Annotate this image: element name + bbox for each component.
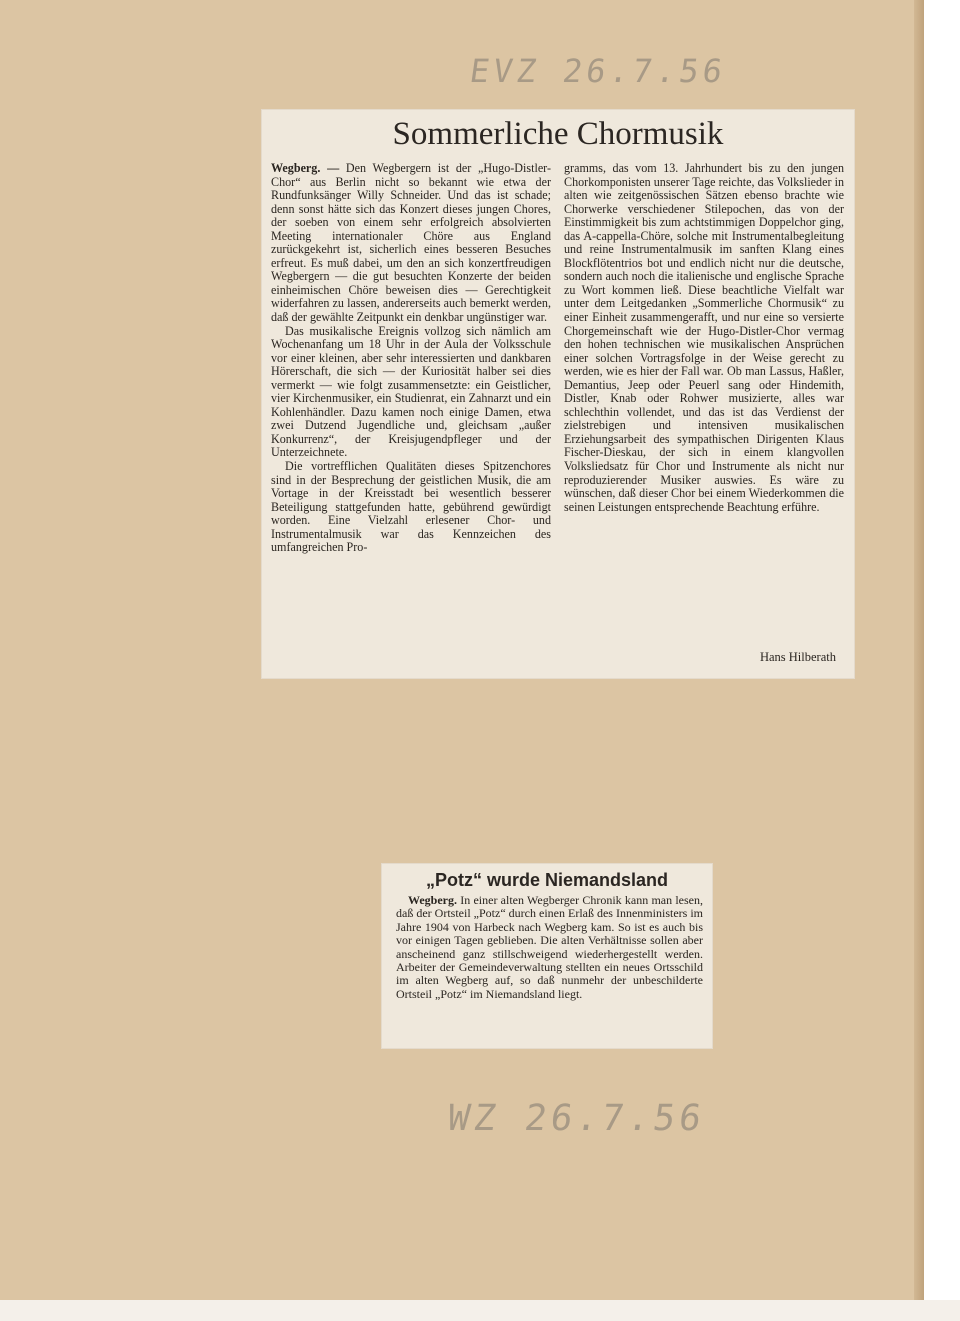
scan-margin	[0, 1300, 960, 1321]
clipping-sommerliche-chormusik	[262, 110, 854, 678]
article-paragraph	[271, 162, 551, 325]
article-body	[396, 894, 703, 1001]
dateline: Wegberg. —	[271, 161, 340, 175]
article-paragraph: Die vortrefflichen Qualitäten dieses Spitzenchores sind in der Besprechung der geistlichen Musik, die am Vortage in der Kreisstadt bei wesentlich besserer Beteiligung stattgefunden hatte, gebührend gewürdigt worden. Eine Vielzahl erlesener Chor- und Instrumentalmusik war das Kennzeichen des umfangreichen Pro-	[271, 459, 551, 555]
page-edge	[914, 0, 924, 1300]
article-column-right	[564, 162, 844, 514]
article-paragraph: gramms, das vom 13. Jahrhundert bis zu den jungen Chorkomponisten unserer Tage reichte, das Volkslieder in alten wie zeitgenössischen Sätzen ebenso brachte wie Chorwerke verschiedener Stilepochen, das von der Einstimmigkeit bis zum achtstimmigen Doppelchor ging, das A-cappella-Chöre, solche mit Instrumentalbegleitung und reine Instrumentalmusik im sanften Klang eines Blockflötentrios bot und endlich nicht nur die deutsche, sondern auch noch die italienische und englische Sprache zu Wort kommen ließ. Diese beachtliche Vielfalt war unter dem Leitgedanken „Sommerliche Chormusik“ zu einer Einheit zusammengerafft, und nur eine so versierte Chorgemeinschaft wie der Hugo-Distler-Chor vermag den hohen technischen wie musikalischen Ansprüchen einer solchen Vortragsfolge in der Weise gerecht zu werden, wie es hier der Fall war. Ob man Lassus, Haßler, Demantius, Jeep oder Peuerl sang oder Hindemith, Distler, Knab oder Rohwer musizierte, alles war schlechthin vollendet, und das ist das Verdienst der zielstrebigen und intensiven musikalischen Erziehungsarbeit des sympathischen Dirigenten Klaus Fischer-Dieskau, der sich in einem klangvollen Volksliedsatz für Chor und Instrumente als nicht nur reproduzierender Musiker auswies. Es wäre zu wünschen, daß dieser Chor bei einem Wiederkommen die seinen Leistungen entsprechende Beachtung erführe.	[564, 161, 844, 514]
article-title: Sommerliche Chormusik	[392, 116, 724, 152]
dateline: Wegberg.	[408, 893, 457, 907]
paragraph-text: In einer alten Wegberger Chronik kann man lesen, daß der Ortsteil „Potz“ durch einen Erlaß des Innenministers im Jahre 1904 von Harbeck nach Wegberg kam. So ist es auch bis vor einigen Tagen geblieben. Die alten Verhältnisse sollen aber anscheinend ganz stillschweigend wiederhergestellt werden. Arbeiter der Gemeindeverwaltung stellten ein neues Ortsschild im alten Wegberg auf, so daß nunmehr der unbeschilderte Ortsteil „Potz“ im Niemandsland liegt.	[396, 893, 703, 1001]
clipping-potz-niemandsland	[382, 864, 712, 1048]
article-column-left	[271, 162, 551, 555]
paragraph-text: Den Wegbergern ist der „Hugo-Distler-Chor“ aus Berlin nicht so bekannt wie etwa der Rundfunksänger Willy Schneider. Und das ist schade; denn sonst hätte sich das Konzert dieses jungen Chores, der soeben von einem sehr erfolgreich absolvierten Meeting internationaler Chöre aus England zurückgekehrt ist, sicherlich eines besseren Besuches erfreut. Es muß dabei, um den an sich konzertfreudigen Wegbergern — die gut besuchten Konzerte der beiden einheimischen Chöre beweisen dies — Gerechtigkeit widerfahren zu lassen, andererseits auch bemerkt werden, daß der gewählte Zeitpunkt ein denkbar ungünstiger war.	[271, 161, 551, 325]
pencil-note-top: EVZ 26.7.56	[467, 52, 729, 90]
pencil-note-bottom: WZ 26.7.56	[445, 1098, 708, 1139]
article-paragraph: Das musikalische Ereignis vollzog sich nämlich am Wochenanfang um 18 Uhr in der Aula der Volksschule vor einer kleinen, aber sehr interessierten und dankbaren Hörerschaft, die sich — der Kuriosität halber sei dies vermerkt — wie folgt zusammensetzte: ein Geistlicher, vier Kirchenmusiker, ein Studienrat, ein Zahnarzt und ein Kohlenhändler. Dazu kamen noch einige Damen, etwa zwei Dutzend Jugendliche und, gleichsam „außer Konkurrenz“, der Kreisjugendpfleger und der Unterzeichnete.	[271, 323, 551, 460]
article-title: „Potz“ wurde Niemandsland	[425, 870, 669, 890]
article-author: Hans Hilberath	[759, 650, 836, 664]
